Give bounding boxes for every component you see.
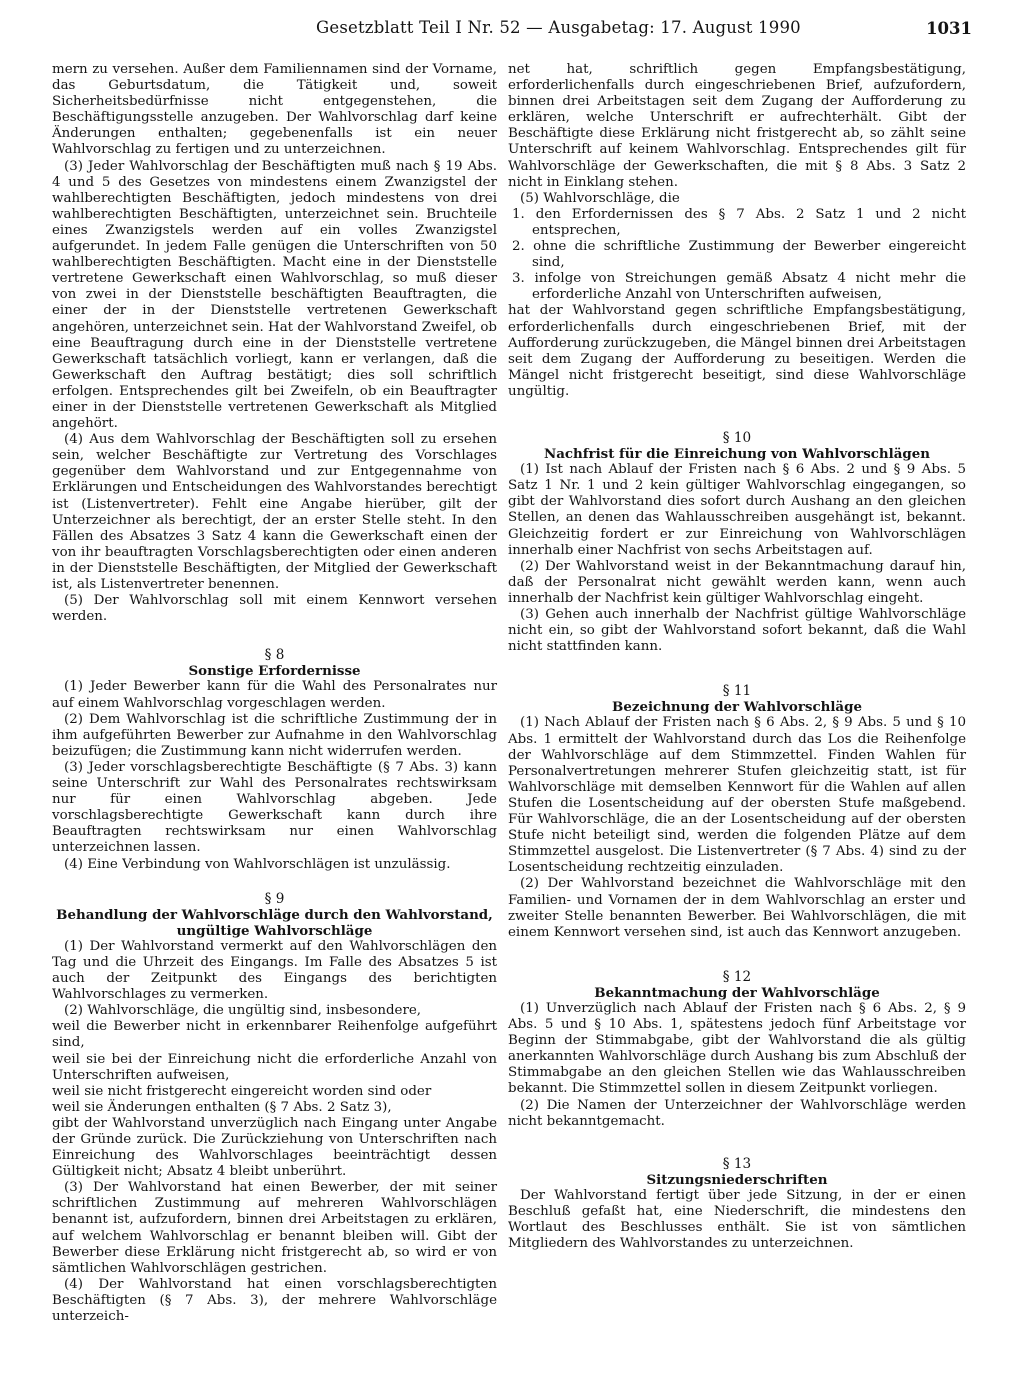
list-item: weil sie nicht fristgerecht eingereicht worden sind oder xyxy=(52,1083,432,1099)
paragraph-11-2: (2) Der Wahlvorstand bezeichnet die Wahlvorschläge mit den Familien- und Vornamen der in dem Wahlvorschlag an erster und zweiter Stelle benannten Bewerber. Bei Wahlvorschlägen, die mit einem Kennwort versehen sind, ist auch das Kennwort anzugeben. xyxy=(508,876,966,940)
paragraph-9-2-continued: gibt der Wahlvorstand unverzüglich nach Eingang unter Angabe der Gründe zurück. Die Zurückziehung von Unterschriften nach Einreichung des Wahlvorschlages beeinträchtigt dessen Gültigkeit nicht; Absatz 4 bleibt unberührt. xyxy=(52,1115,497,1180)
section-title: ungültige Wahlvorschläge xyxy=(176,922,373,939)
paragraph-continuation: mern zu versehen. Außer dem Familiennamen sind der Vorname, das Geburtsdatum, die Tätigkeit und, soweit Sicherheitsbedürfnisse nicht entgegenstehen, die Beschäftigungsstelle anzugeben. Der Wahlvorschlag darf keine Änderungen enthalten; gegebenenfalls ist ein neuer Wahlvorschlag zu fertigen und zu unterzeichnen. xyxy=(52,62,497,158)
paragraph-11-1: (1) Nach Ablauf der Fristen nach § 6 Abs. 2, § 9 Abs. 5 und § 10 Abs. 1 ermittelt der Wahlvorstand durch das Los die Reihenfolge der Wahlvorschläge auf dem Stimmzettel. Finden Wahlen für Personalvertretungen mehrerer Stufen gleichzeitig statt, ist für Wahlvorschläge mit demselben Kennwort für die Wahlen auf allen Stufen die Losentscheidung auf der obersten Stufe maßgebend. Für Wahlvorschläge, die an der Losentscheidung auf der obersten Stufe nicht beteiligt sind, werden die folgenden Plätze auf dem Stimmzettel ausgelost. Die Listenvertreter (§ 7 Abs. 4) sind zu der Losentscheidung rechtzeitig einzuladen. xyxy=(508,715,966,876)
paragraph-9-2: (2) Wahlvorschläge, die ungültig sind, insbesondere, xyxy=(64,1003,422,1019)
paragraph-10-1: (1) Ist nach Ablauf der Fristen nach § 6 Abs. 2 und § 9 Abs. 5 Satz 1 Nr. 1 und 2 kein gültiger Wahlvorschlag eingegangen, so gibt der Wahlvorstand dies sofort durch Aushang an den gleichen Stellen, an denen das Wahlausschreiben ausgehängt ist, bekannt. Gleichzeitig fordert er zur Einreichung von Wahlvorschlägen innerhalb einer Nachfrist von sechs Arbeitstagen auf. xyxy=(508,462,966,558)
section-title: Sitzungsniederschriften xyxy=(646,1171,828,1188)
paragraph-12-1: (1) Unverzüglich nach Ablauf der Fristen nach § 6 Abs. 2, § 9 Abs. 5 und § 10 Abs. 1, spätestens jedoch fünf Arbeitstage vor Beginn der Stimmabgabe, gibt der Wahlvorstand die als gültig anerkannten Wahlvorschläge durch Aushang bis zum Abschluß der Stimmabgabe an den gleichen Stellen wie das Wahlausschreiben bekannt. Die Stimmzettel sollen in diesem Zeitpunkt vorliegen. xyxy=(508,1000,966,1097)
paragraph-continuation: net hat, schriftlich gegen Empfangsbestätigung, erforderlichenfalls durch eingeschriebenen Brief, aufzufordern, binnen drei Arbeitstagen seit dem Zugang der Aufforderung zu erklären, welche Unterschrift er aufrechterhält. Gibt der Beschäftigte diese Erklärung nicht fristgerecht ab, so zählt seine Unterschrift auf keinem Wahlvorschlag. Entsprechendes gilt für Wahlvorschläge der Gewerkschaften, die mit § 8 Abs. 3 Satz 2 nicht in Einklang stehen. xyxy=(508,62,966,190)
list-item: 3. infolge von Streichungen gemäß Absatz 4 nicht mehr die erforderliche Anzahl von Unterschriften aufweisen, xyxy=(512,271,966,303)
paragraph-7-5: (5) Der Wahlvorschlag soll mit einem Kennwort versehen werden. xyxy=(52,593,497,625)
paragraph-8-2: (2) Dem Wahlvorschlag ist die schriftliche Zustimmung der in ihm aufgeführten Bewerber zur Aufnahme in den Wahlvorschlag beizufügen; die Zustimmung kann nicht widerrufen werden. xyxy=(52,711,497,759)
paragraph-12-2: (2) Die Namen der Unterzeichner der Wahlvorschläge werden nicht bekanntgemacht. xyxy=(508,1097,966,1129)
paragraph-8-1: (1) Jeder Bewerber kann für die Wahl des Personalrates nur auf einem Wahlvorschlag vorgeschlagen werden. xyxy=(52,679,497,711)
section-title: Bezeichnung der Wahlvorschläge xyxy=(612,699,862,716)
section-11-heading xyxy=(508,683,966,715)
section-title: Sonstige Erfordernisse xyxy=(188,663,361,680)
paragraph-10-2: (2) Der Wahlvorstand weist in der Bekanntmachung darauf hin, daß der Personalrat nicht gewählt werden kann, wenn auch innerhalb der Nachfrist kein gültiger Wahlvorschlag eingeht. xyxy=(508,558,966,606)
section-number: § 12 xyxy=(722,968,752,985)
paragraph-9-4: (4) Der Wahlvorstand hat einen vorschlagsberechtigten Beschäftigten (§ 7 Abs. 3), der mehrere Wahlvorschläge unterzeich- xyxy=(52,1276,497,1325)
paragraph-7-3: (3) Jeder Wahlvorschlag der Beschäftigten muß nach § 19 Abs. 4 und 5 des Gesetzes von mindestens einem Zwanzigstel der wahlberechtigten Beschäftigten, jedoch mindestens von drei wahlberechtigten Beschäftigten, unterzeichnet sein. Bruchteile eines Zwanzigstels werden auf ein volles Zwanzigstel aufgerundet. In jedem Falle genügen die Unterschriften von 50 wahlberechtigten Beschäftigten. Macht eine in der Dienststelle vertretene Gewerkschaft einen Wahlvorschlag, so muß dieser von zwei in der Dienststelle beschäftigten Beauftragten, die einer der in der Dienststelle vertretenen Gewerkschaft angehören, unterzeichnet sein. Hat der Wahlvorstand Zweifel, ob eine Beauftragung durch eine in der Dienststelle vertretene Gewerkschaft tatsächlich vorliegt, kann er verlangen, daß die Gewerkschaft den Auftrag bestätigt; dies soll schriftlich erfolgen. Entsprechendes gilt bei Zweifeln, ob ein Beauftragter einer in der Dienststelle vertretenen Gewerkschaft als Mitglied angehört. xyxy=(52,158,497,432)
section-number: § 8 xyxy=(264,647,285,664)
paragraph-10-3: (3) Gehen auch innerhalb der Nachfrist gültige Wahlvorschläge nicht ein, so gibt der Wahlvorstand sofort bekannt, daß die Wahl nicht stattfinden kann. xyxy=(508,607,966,655)
page-header xyxy=(48,18,978,46)
section-number: § 11 xyxy=(722,683,752,700)
list-item: weil sie bei der Einreichung nicht die erforderliche Anzahl von Unterschriften aufweisen, xyxy=(52,1051,497,1083)
left-column xyxy=(52,62,497,1325)
list-item: 2. ohne die schriftliche Zustimmung der Bewerber eingereicht sind, xyxy=(512,239,966,271)
section-9-heading xyxy=(52,891,497,939)
section-number: § 9 xyxy=(264,890,285,907)
section-8-heading xyxy=(52,647,497,679)
section-10-heading xyxy=(508,430,966,462)
gazette-header-title: Gesetzblatt Teil I Nr. 52 — Ausgabetag: 17. August 1990 xyxy=(316,18,801,37)
paragraph-9-5-continued: hat der Wahlvorstand gegen schriftliche Empfangsbestätigung, erforderlichenfalls durch eingeschriebenen Brief, mit der Aufforderung zurückzugeben, die Mängel binnen drei Arbeitstagen seit dem Zugang der Aufforderung zu beseitigen. Werden die Mängel nicht fristgerecht beseitigt, sind diese Wahlvorschläge ungültig. xyxy=(508,303,966,399)
page-number: 1031 xyxy=(926,19,972,38)
paragraph-9-3: (3) Der Wahlvorstand hat einen Bewerber, der mit seiner schriftlichen Zustimmung auf mehreren Wahlvorschlägen benannt ist, aufzufordern, binnen drei Arbeitstagen zu erklären, auf welchem Wahlvorschlag er benannt bleiben will. Gibt der Bewerber diese Erklärung nicht fristgerecht ab, so wird er von sämtlichen Wahlvorschlägen gestrichen. xyxy=(52,1180,497,1276)
section-number: § 10 xyxy=(722,429,752,446)
section-12-heading xyxy=(508,969,966,1001)
paragraph-9-5: (5) Wahlvorschläge, die xyxy=(520,190,680,206)
paragraph-8-3: (3) Jeder vorschlagsberechtigte Beschäftigte (§ 7 Abs. 3) kann seine Unterschrift zur Wahl des Personalrates rechtswirksam nur für einen Wahlvorschlag abgeben. Jede vorschlagsberechtigte Gewerkschaft kann durch ihre Beauftragten rechtswirksam nur einen Wahlvorschlag unterzeichnen lassen. xyxy=(52,759,497,856)
section-number: § 13 xyxy=(722,1155,752,1172)
right-column xyxy=(508,62,966,1252)
list-item: weil die Bewerber nicht in erkennbarer Reihenfolge aufgeführt sind, xyxy=(52,1019,497,1051)
list-item: 1. den Erfordernissen des § 7 Abs. 2 Satz 1 und 2 nicht entsprechen, xyxy=(512,206,966,238)
list-item: weil sie Änderungen enthalten (§ 7 Abs. 2 Satz 3), xyxy=(52,1099,392,1115)
section-13-heading xyxy=(508,1156,966,1188)
section-title: Bekanntmachung der Wahlvorschläge xyxy=(594,984,880,1001)
section-title: Behandlung der Wahlvorschläge durch den Wahlvorstand, xyxy=(56,906,493,923)
paragraph-8-4: (4) Eine Verbindung von Wahlvorschlägen ist unzulässig. xyxy=(64,856,451,872)
section-title: Nachfrist für die Einreichung von Wahlvorschlägen xyxy=(543,446,931,463)
paragraph-9-1: (1) Der Wahlvorstand vermerkt auf den Wahlvorschlägen den Tag und die Uhrzeit des Eingangs. Im Falle des Absatzes 5 ist auch der Zeitpunkt des Eingangs des berichtigten Wahlvorschlages zu vermerken. xyxy=(52,938,497,1003)
paragraph-7-4: (4) Aus dem Wahlvorschlag der Beschäftigten soll zu ersehen sein, welcher Beschäftigte zur Vertretung des Vorschlages gegenüber dem Wahlvorstand und zur Entgegennahme von Erklärungen und Entscheidungen des Wahlvorstandes berechtigt ist (Listenvertreter). Fehlt eine Angabe hierüber, gilt der Unterzeichner als berechtigt, der an erster Stelle steht. In den Fällen des Absatzes 3 Satz 4 kann die Gewerkschaft einen der von ihr beauftragten Vorschlagsberechtigten oder einen anderen in der Dienststelle Beschäftigten, der Mitglied der Gewerkschaft ist, als Listenvertreter benennen. xyxy=(52,432,497,592)
paragraph-13: Der Wahlvorstand fertigt über jede Sitzung, in der er einen Beschluß gefaßt hat, eine Niederschrift, die mindestens den Wortlaut des Beschlusses enthält. Sie ist von sämtlichen Mitgliedern des Wahlvorstandes zu unterzeichnen. xyxy=(508,1187,966,1252)
